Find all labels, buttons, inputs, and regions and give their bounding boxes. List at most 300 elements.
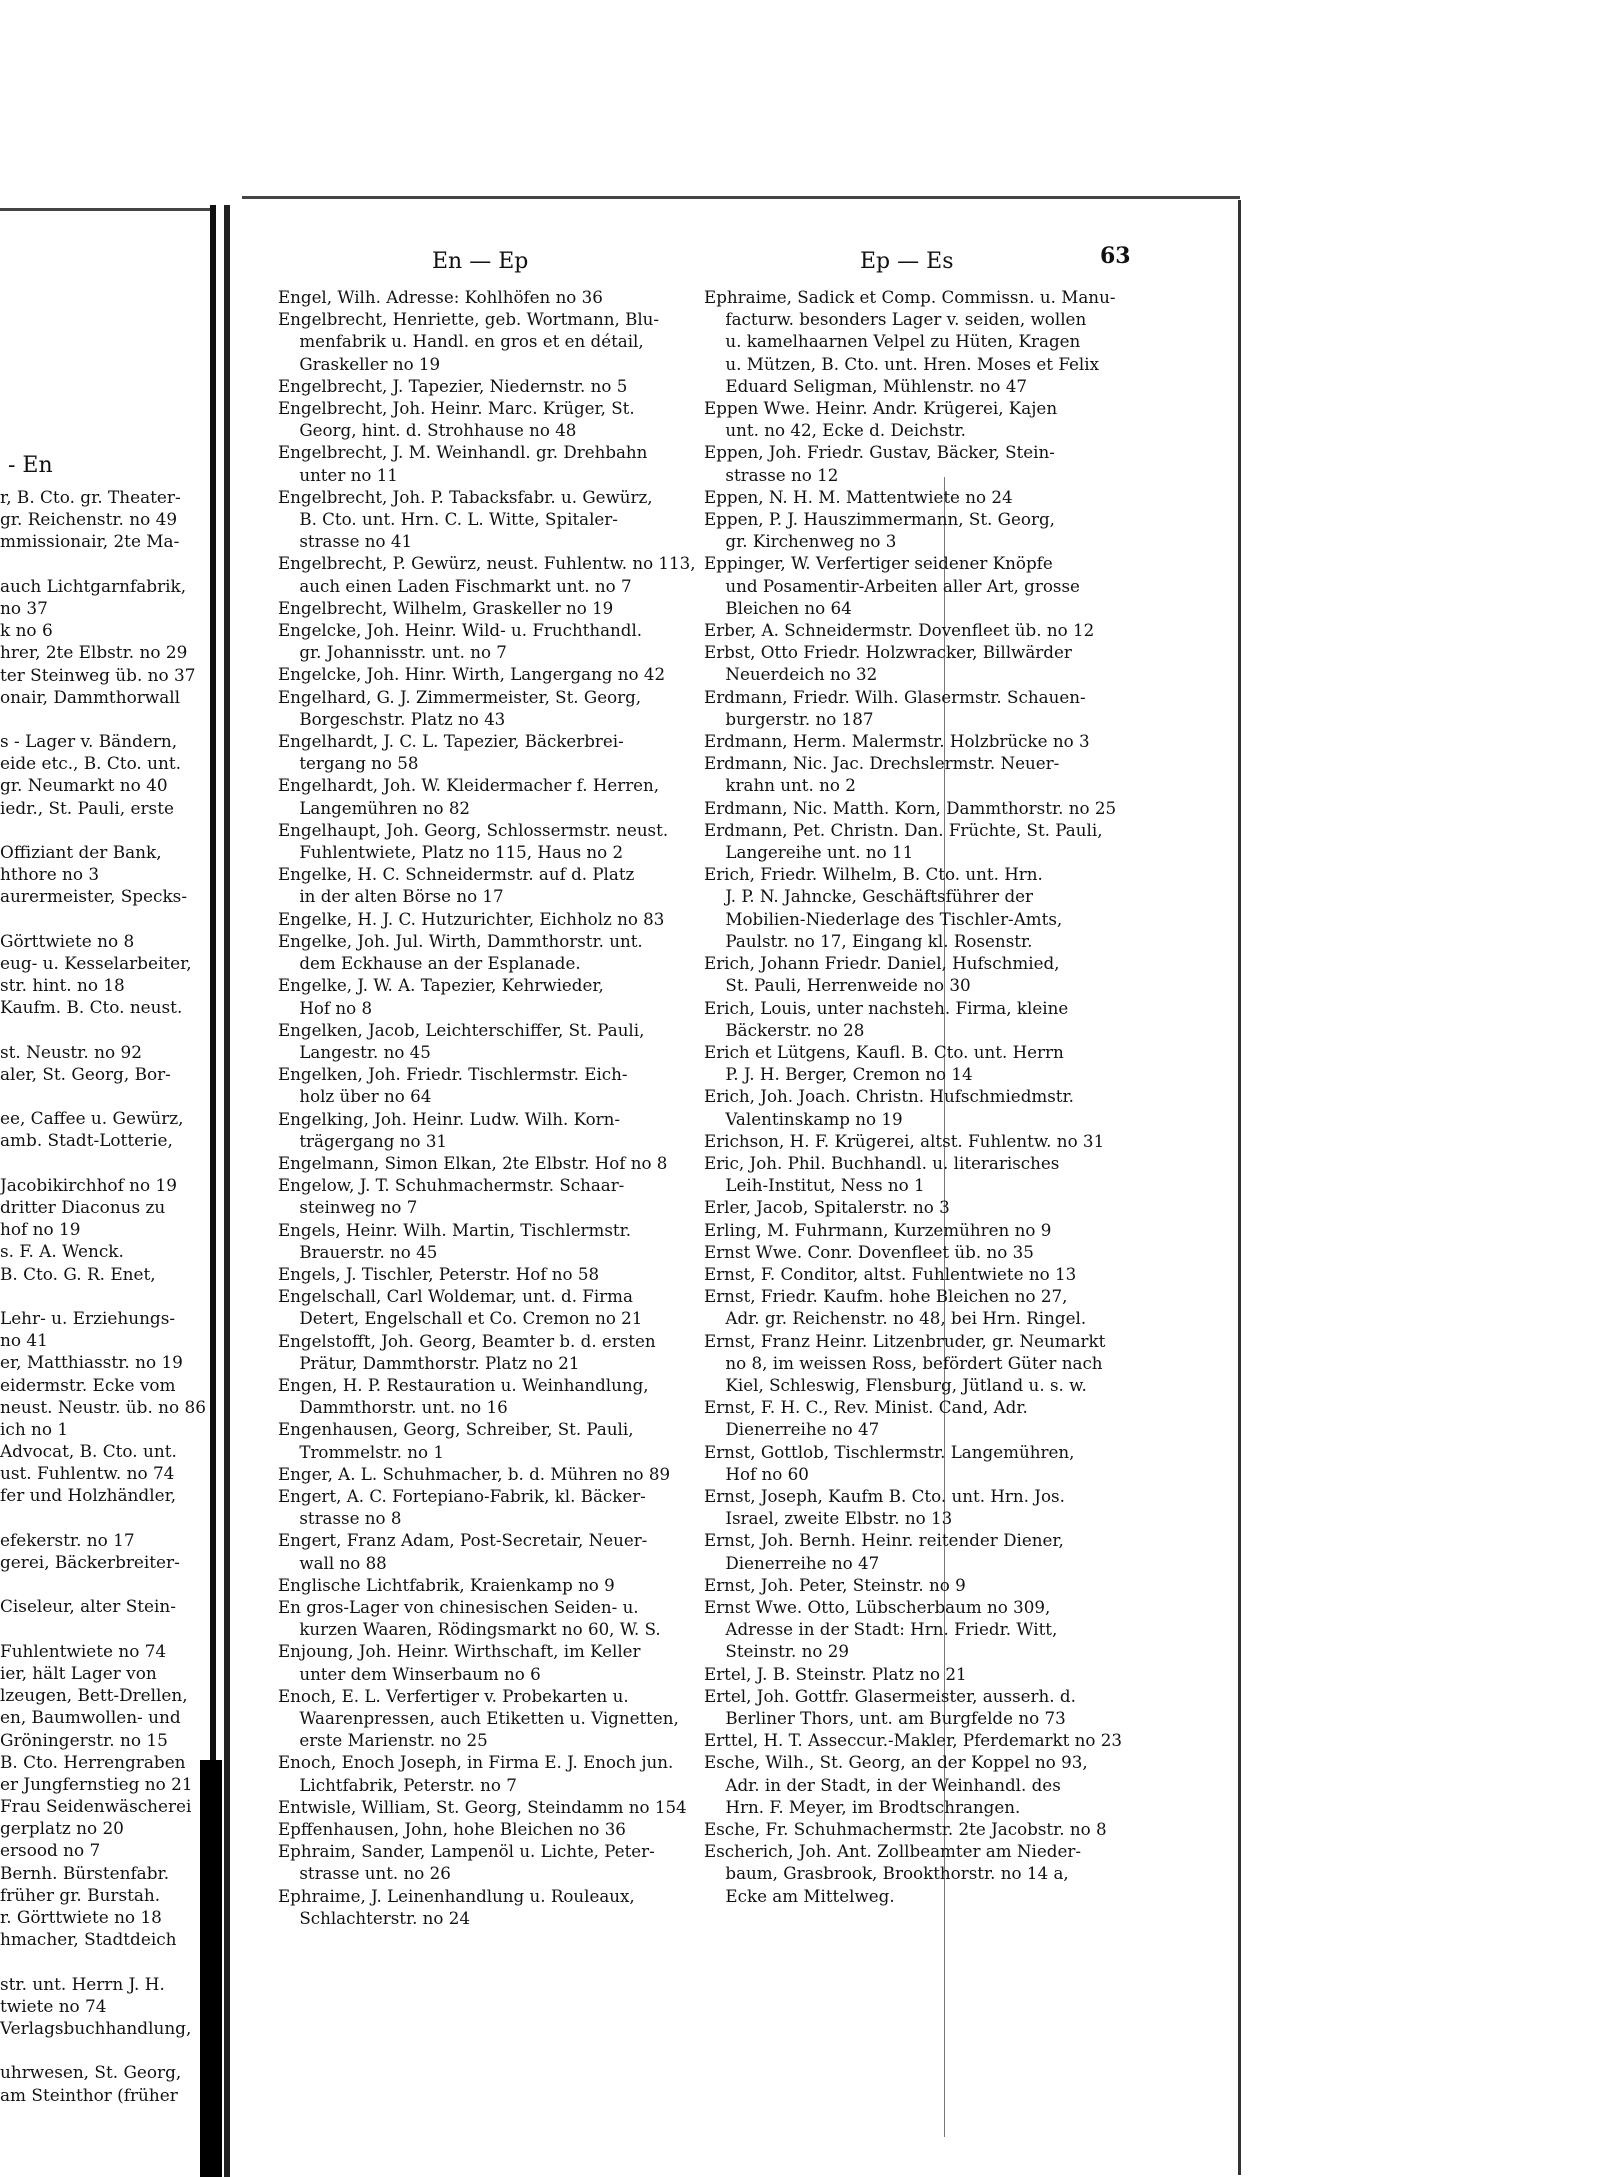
directory-entry [704, 1442, 1122, 1486]
entry-line: Engelken, Jacob, Leichterschiffer, St. Pauli, [278, 1020, 645, 1041]
entry-continuation-line: Bäckerstr. no 28 [725, 1020, 865, 1041]
entry-line: Engelbrecht, J. M. Weinhandl. gr. Drehbahn [278, 443, 648, 464]
entry-continuation-line: Langereihe unt. no 11 [725, 843, 914, 864]
fragment-line: Ciseleur, alter Stein- [0, 1597, 176, 1618]
entry-line: Engelhardt, Joh. W. Kleidermacher f. Herren, [278, 776, 660, 797]
fragment-line: twiete no 74 [0, 1996, 107, 2017]
fragment-line: Offiziant der Bank, [0, 843, 162, 863]
directory-entry [278, 309, 696, 376]
entry-continuation-line: holz über no 64 [299, 1087, 432, 1108]
directory-entry [278, 1375, 696, 1419]
directory-entry [278, 975, 696, 1019]
directory-entry [704, 1286, 1122, 1330]
directory-entry [278, 775, 696, 819]
directory-entry [278, 1153, 696, 1175]
entry-line: Ernst, Joh. Bernh. Heinr. reitender Diener, [704, 1531, 1064, 1552]
entry-continuation-line: Adresse in der Stadt: Hrn. Friedr. Witt, [725, 1620, 1058, 1641]
entry-continuation-line: tergang no 58 [299, 754, 419, 775]
entry-line: Ertel, J. B. Steinstr. Platz no 21 [704, 1664, 967, 1685]
entry-line: Engelcke, Joh. Hinr. Wirth, Langergang no 42 [278, 665, 666, 686]
fragment-line: no 37 [0, 598, 48, 619]
fragment-line: ust. Fuhlentw. no 74 [0, 1464, 175, 1485]
directory-entry [278, 1064, 696, 1108]
fragment-line: st. Neustr. no 92 [0, 1042, 142, 1063]
fragment-line: gerplatz no 20 [0, 1819, 124, 1840]
fragment-line: onair, Dammthorwall [0, 687, 181, 708]
directory-entry [278, 687, 696, 731]
fragment-line: s - Lager v. Bändern, [0, 732, 178, 753]
entry-line: Erler, Jacob, Spitalerstr. no 3 [704, 1198, 950, 1219]
entry-continuation-line: unter no 11 [299, 465, 398, 486]
entry-line: Erling, M. Fuhrmann, Kurzemühren no 9 [704, 1220, 1052, 1241]
fragment-line: fer und Holzhändler, [0, 1486, 177, 1507]
entry-line: Engelcke, Joh. Heinr. Wild- u. Fruchthandl. [278, 621, 643, 642]
entry-line: Engelke, Joh. Jul. Wirth, Dammthorstr. unt. [278, 931, 643, 952]
running-head-right: Ep — Es [860, 249, 954, 274]
directory-entry [704, 1242, 1122, 1264]
entry-line: Ernst, F. Conditor, altst. Fuhlentwiete no 13 [704, 1264, 1077, 1285]
directory-entry [704, 1331, 1122, 1398]
directory-entry [278, 1486, 696, 1530]
fragment-line [0, 1619, 206, 1641]
directory-entry [278, 1175, 696, 1219]
directory-entry [278, 287, 696, 309]
fragment-line: lzeugen, Bett-Drellen, [0, 1686, 188, 1707]
entry-continuation-line: steinweg no 7 [299, 1198, 418, 1219]
entry-line: Engelke, J. W. A. Tapezier, Kehrwieder, [278, 976, 604, 997]
directory-entry [278, 1886, 696, 1930]
fragment-line: efekerstr. no 17 [0, 1530, 135, 1551]
fragment-line [0, 1086, 206, 1108]
entry-line: Enger, A. L. Schuhmacher, b. d. Mühren no 89 [278, 1464, 671, 1485]
running-head-left: En — Ep [432, 249, 529, 274]
fragment-line: dritter Diaconus zu [0, 1198, 166, 1218]
directory-entry [278, 820, 696, 864]
entry-continuation-line: Mobilien-Niederlage des Tischler-Amts, [725, 909, 1063, 930]
entry-line: Engelmann, Simon Elkan, 2te Elbstr. Hof no 8 [278, 1153, 668, 1174]
directory-entry [278, 664, 696, 686]
entry-continuation-line: Paulstr. no 17, Eingang kl. Rosenstr. [725, 931, 1033, 952]
fragment-line: Gröningerstr. no 15 [0, 1730, 168, 1751]
fragment-line: Lehr- u. Erziehungs- [0, 1308, 176, 1329]
fragment-line: mmissionair, 2te Ma- [0, 532, 180, 553]
fragment-line: hof no 19 [0, 1220, 81, 1241]
fragment-line [0, 1153, 206, 1175]
fragment-line: ter Steinweg üb. no 37 [0, 665, 196, 686]
entry-line: Erich, Louis, unter nachsteh. Firma, kleine [704, 998, 1069, 1019]
fragment-line [0, 820, 206, 842]
directory-entry [278, 731, 696, 775]
entry-continuation-line: Brauerstr. no 45 [299, 1242, 438, 1263]
fragment-line: gr. Reichenstr. no 49 [0, 510, 178, 531]
fragment-line: am Steinthor (früher [0, 2085, 178, 2106]
entry-continuation-line: Dienerreihe no 47 [725, 1420, 880, 1441]
entry-continuation-line: Trommelstr. no 1 [299, 1442, 444, 1463]
entry-continuation-line: Hrn. F. Meyer, im Brodtschrangen. [725, 1797, 1021, 1818]
entry-continuation-line: Georg, hint. d. Strohhause no 48 [299, 421, 577, 442]
fragment-line [0, 1020, 206, 1042]
entry-line: Epffenhausen, John, hohe Bleichen no 36 [278, 1820, 626, 1841]
entry-continuation-line: Schlachterstr. no 24 [299, 1908, 470, 1929]
fragment-line [0, 1286, 206, 1308]
directory-entry [704, 798, 1122, 820]
directory-entry [704, 1730, 1122, 1752]
entry-line: Escherich, Joh. Ant. Zollbeamter am Nieder- [704, 1842, 1081, 1863]
directory-entry [278, 1841, 696, 1885]
entry-continuation-line: gr. Kirchenweg no 3 [725, 532, 897, 553]
entry-line: Engelstofft, Joh. Georg, Beamter b. d. ersten [278, 1331, 656, 1352]
entry-line: Ernst, Joh. Peter, Steinstr. no 9 [704, 1575, 966, 1596]
fragment-line: früher gr. Burstah. [0, 1885, 161, 1906]
entry-line: Engelbrecht, Joh. Heinr. Marc. Krüger, St. [278, 399, 635, 420]
entry-continuation-line: J. P. N. Jahncke, Geschäftsführer der [725, 887, 1034, 908]
fragment-line: hmacher, Stadtdeich [0, 1930, 177, 1951]
directory-entry [704, 998, 1122, 1042]
entry-continuation-line: baum, Grasbrook, Brookthorstr. no 14 a, [725, 1864, 1069, 1885]
entry-line: Eppen, P. J. Hauszimmermann, St. Georg, [704, 510, 1055, 531]
directory-entry [704, 287, 1122, 398]
fragment-line: hthore no 3 [0, 865, 100, 886]
entry-line: Ernst, Franz Heinr. Litzenbruder, gr. Neumarkt [704, 1331, 1106, 1352]
entry-continuation-line: B. Cto. unt. Hrn. C. L. Witte, Spitaler- [299, 510, 618, 531]
directory-page [242, 195, 1242, 2175]
entry-continuation-line: Ecke am Mittelweg. [725, 1886, 895, 1907]
entry-line: Engelbrecht, J. Tapezier, Niedernstr. no 5 [278, 376, 628, 397]
fragment-line: ee, Caffee u. Gewürz, [0, 1109, 184, 1130]
entry-line: Erdmann, Herm. Malermstr. Holzbrücke no 3 [704, 732, 1090, 753]
directory-entry [278, 442, 696, 486]
entry-continuation-line: erste Marienstr. no 25 [299, 1731, 488, 1752]
fragment-line: eug- u. Kesselarbeiter, [0, 953, 192, 974]
directory-entry [704, 820, 1122, 864]
entry-continuation-line: gr. Johannisstr. unt. no 7 [299, 643, 507, 664]
entry-line: Engelke, H. C. Schneidermstr. auf d. Platz [278, 865, 635, 886]
entry-continuation-line: unter dem Winserbaum no 6 [299, 1664, 541, 1685]
entry-line: Enjoung, Joh. Heinr. Wirthschaft, im Keller [278, 1642, 641, 1663]
fragment-line: ich no 1 [0, 1419, 69, 1440]
fragment-line: Verlagsbuchhandlung, [0, 2018, 192, 2039]
entry-continuation-line: Lichtfabrik, Peterstr. no 7 [299, 1775, 517, 1796]
directory-entry [704, 1220, 1122, 1242]
previous-page-fragment [0, 195, 218, 2175]
fragment-line: Görttwiete no 8 [0, 931, 135, 952]
entry-continuation-line: Borgeschstr. Platz no 43 [299, 709, 506, 730]
fragment-line: gerei, Bäckerbreiter- [0, 1553, 180, 1573]
entry-line: Erbst, Otto Friedr. Holzwracker, Billwärder [704, 643, 1072, 664]
entry-continuation-line: Hof no 8 [299, 998, 373, 1019]
entry-line: Erdmann, Nic. Matth. Korn, Dammthorstr. no 25 [704, 798, 1117, 819]
fragment-line [0, 1574, 206, 1596]
entry-continuation-line: auch einen Laden Fischmarkt unt. no 7 [299, 576, 632, 597]
directory-entry [278, 376, 696, 398]
entry-line: Erich, Friedr. Wilhelm, B. Cto. unt. Hrn. [704, 865, 1043, 886]
entry-continuation-line: in der alten Börse no 17 [299, 887, 504, 908]
directory-entry [704, 442, 1122, 486]
entry-continuation-line: Fuhlentwiete, Platz no 115, Haus no 2 [299, 843, 624, 864]
entry-continuation-line: Dammthorstr. unt. no 16 [299, 1398, 508, 1419]
entry-continuation-line: facturw. besonders Lager v. seiden, wollen [725, 310, 1087, 331]
directory-entry [704, 864, 1122, 953]
entry-line: Ernst Wwe. Otto, Lübscherbaum no 309, [704, 1597, 1051, 1618]
previous-page-column [0, 487, 206, 2107]
entry-continuation-line: Detert, Engelschall et Co. Cremon no 21 [299, 1309, 643, 1330]
directory-entry [278, 1597, 696, 1641]
directory-entry [704, 1819, 1122, 1841]
entry-line: Erdmann, Nic. Jac. Drechslermstr. Neuer- [704, 754, 1060, 775]
directory-entry [278, 1575, 696, 1597]
entry-continuation-line: Prätur, Dammthorstr. Platz no 21 [299, 1353, 580, 1374]
directory-entry [278, 487, 696, 554]
entry-line: Engelhardt, J. C. L. Tapezier, Bäckerbrei- [278, 732, 624, 753]
fragment-line [0, 909, 206, 931]
entry-line: Eppen, Joh. Friedr. Gustav, Bäcker, Stein- [704, 443, 1055, 464]
directory-entry [278, 864, 696, 908]
entry-continuation-line: strasse no 8 [299, 1509, 402, 1530]
entry-line: Erdmann, Friedr. Wilh. Glasermstr. Schauen- [704, 687, 1086, 708]
fragment-line: B. Cto. G. R. Enet, [0, 1264, 156, 1285]
entry-continuation-line: Waarenpressen, auch Etiketten u. Vignetten, [299, 1709, 679, 1729]
directory-entry [704, 1086, 1122, 1130]
directory-entry [704, 398, 1122, 442]
directory-entry [704, 1397, 1122, 1441]
entry-line: Erich, Johann Friedr. Daniel, Hufschmied, [704, 954, 1060, 975]
entry-line: Enoch, Enoch Joseph, in Firma E. J. Enoch jun. [278, 1753, 674, 1774]
entry-line: Engelking, Joh. Heinr. Ludw. Wilh. Korn- [278, 1109, 621, 1130]
directory-entry [704, 1197, 1122, 1219]
entry-line: Englische Lichtfabrik, Kraienkamp no 9 [278, 1575, 615, 1596]
entry-line: Erttel, H. T. Asseccur.-Makler, Pferdemarkt no 23 [704, 1731, 1123, 1752]
fragment-line [0, 2040, 206, 2062]
entry-continuation-line: strasse no 41 [299, 532, 413, 553]
directory-entry [278, 1530, 696, 1574]
directory-entry [704, 1575, 1122, 1597]
entry-line: Esche, Wilh., St. Georg, an der Koppel no 93, [704, 1753, 1088, 1774]
directory-entry [278, 1331, 696, 1375]
page-number: 63 [1100, 243, 1131, 269]
entry-continuation-line: unt. no 42, Ecke d. Deichstr. [725, 421, 966, 442]
fragment-line: Frau Seidenwäscherei [0, 1797, 192, 1818]
fragment-line [0, 1508, 206, 1530]
entry-continuation-line: St. Pauli, Herrenweide no 30 [725, 976, 971, 997]
fragment-line: Advocat, B. Cto. unt. [0, 1442, 177, 1463]
directory-entry [704, 1597, 1122, 1664]
entry-continuation-line: krahn unt. no 2 [725, 776, 856, 797]
entry-line: Engenhausen, Georg, Schreiber, St. Pauli, [278, 1420, 634, 1441]
entry-line: Ernst, F. H. C., Rev. Minist. Cand, Adr. [704, 1398, 1028, 1419]
directory-entry [278, 598, 696, 620]
entry-continuation-line: burgerstr. no 187 [725, 709, 874, 730]
directory-entry [704, 1530, 1122, 1574]
entry-line: Erichson, H. F. Krügerei, altst. Fuhlentw. no 31 [704, 1131, 1105, 1152]
fragment-line: r, B. Cto. gr. Theater- [0, 488, 181, 508]
entry-line: Engen, H. P. Restauration u. Weinhandlung, [278, 1375, 649, 1396]
directory-entry [704, 1264, 1122, 1286]
fragment-line: er, Matthiasstr. no 19 [0, 1353, 183, 1374]
entry-line: Engels, J. Tischler, Peterstr. Hof no 58 [278, 1264, 600, 1285]
directory-entry [278, 1109, 696, 1153]
fragment-line [0, 709, 206, 731]
directory-entry [278, 398, 696, 442]
gutter-shadow [200, 1760, 222, 2177]
entry-continuation-line: wall no 88 [299, 1553, 387, 1574]
entry-line: Engelschall, Carl Woldemar, unt. d. Firma [278, 1287, 633, 1308]
directory-entry [704, 753, 1122, 797]
directory-entry [278, 1752, 696, 1796]
entry-continuation-line: Adr. in der Stadt, in der Weinhandl. des [725, 1775, 1061, 1796]
fragment-line: ersood no 7 [0, 1841, 101, 1862]
entry-line: Engelhaupt, Joh. Georg, Schlossermstr. neust. [278, 820, 669, 841]
directory-entry [278, 553, 696, 597]
fragment-line: aler, St. Georg, Bor- [0, 1064, 171, 1085]
entry-line: Ernst, Gottlob, Tischlermstr. Langemühren, [704, 1442, 1075, 1463]
directory-entry [704, 553, 1122, 620]
directory-entry [704, 1752, 1122, 1819]
fragment-line: k no 6 [0, 621, 53, 642]
entry-line: Ernst, Friedr. Kaufm. hohe Bleichen no 27, [704, 1287, 1068, 1308]
entry-line: Engels, Heinr. Wilh. Martin, Tischlermstr. [278, 1220, 632, 1241]
entry-line: Engel, Wilh. Adresse: Kohlhöfen no 36 [278, 288, 603, 308]
entry-line: Eppinger, W. Verfertiger seidener Knöpfe [704, 554, 1053, 575]
fragment-line: Fuhlentwiete no 74 [0, 1641, 167, 1662]
directory-entry [704, 642, 1122, 686]
entry-line: Engelbrecht, Wilhelm, Graskeller no 19 [278, 598, 614, 619]
entry-continuation-line: Leih-Institut, Ness no 1 [725, 1176, 925, 1197]
entry-continuation-line: u. Mützen, B. Cto. unt. Hren. Moses et Felix [725, 354, 1100, 375]
fragment-line: no 41 [0, 1331, 48, 1352]
fragment-line: er Jungfernstieg no 21 [0, 1774, 193, 1795]
directory-entry [278, 1819, 696, 1841]
entry-continuation-line: Neuerdeich no 32 [725, 665, 878, 686]
directory-column-2 [704, 287, 1122, 1908]
fragment-line [0, 1951, 206, 1973]
entry-line: Ernst Wwe. Conr. Dovenfleet üb. no 35 [704, 1242, 1034, 1263]
directory-entry [704, 1153, 1122, 1197]
entry-line: Engert, Franz Adam, Post-Secretair, Neuer- [278, 1531, 648, 1552]
entry-continuation-line: Graskeller no 19 [299, 354, 441, 375]
entry-line: En gros-Lager von chinesischen Seiden- u. [278, 1597, 639, 1618]
entry-continuation-line: Israel, zweite Elbstr. no 13 [725, 1509, 953, 1530]
fragment-line: hrer, 2te Elbstr. no 29 [0, 643, 188, 664]
fragment-line: eidermstr. Ecke vom [0, 1375, 176, 1396]
directory-entry [704, 1486, 1122, 1530]
entry-line: Erich et Lütgens, Kaufl. B. Cto. unt. Herrn [704, 1042, 1064, 1063]
entry-continuation-line: menfabrik u. Handl. en gros et en détail, [299, 332, 644, 353]
fragment-line: en, Baumwollen- und [0, 1708, 181, 1729]
directory-entry [704, 953, 1122, 997]
directory-column-1 [278, 287, 696, 1930]
entry-continuation-line: u. kamelhaarnen Velpel zu Hüten, Kragen [725, 332, 1081, 353]
entry-line: Engert, A. C. Fortepiano-Fabrik, kl. Bäcker- [278, 1486, 646, 1507]
fragment-line: Jacobikirchhof no 19 [0, 1175, 178, 1196]
fragment-line: ier, hält Lager von [0, 1663, 157, 1684]
entry-line: Ernst, Joseph, Kaufm B. Cto. unt. Hrn. Jos. [704, 1486, 1065, 1507]
entry-continuation-line: P. J. H. Berger, Cremon no 14 [725, 1065, 973, 1086]
directory-entry [704, 1841, 1122, 1908]
entry-continuation-line: Berliner Thors, unt. am Burgfelde no 73 [725, 1709, 1066, 1729]
entry-line: Entwisle, William, St. Georg, Steindamm no 154 [278, 1797, 687, 1818]
previous-page-top-edge [0, 208, 220, 211]
directory-entry [278, 909, 696, 931]
fragment-line: uhrwesen, St. Georg, [0, 2063, 182, 2084]
directory-entry [278, 620, 696, 664]
entry-continuation-line: Hof no 60 [725, 1464, 809, 1485]
entry-continuation-line: kurzen Waaren, Rödingsmarkt no 60, W. S. [299, 1620, 661, 1641]
directory-entry [704, 487, 1122, 509]
entry-line: Engelhard, G. J. Zimmermeister, St. Georg, [278, 687, 642, 708]
directory-entry [704, 620, 1122, 642]
entry-continuation-line: Valentinskamp no 19 [725, 1109, 903, 1130]
entry-continuation-line: strasse no 12 [725, 465, 839, 486]
directory-entry [704, 1664, 1122, 1686]
directory-entry [278, 931, 696, 975]
entry-line: Erich, Joh. Joach. Christn. Hufschmiedmstr. [704, 1087, 1074, 1108]
entry-continuation-line: Adr. gr. Reichenstr. no 48, bei Hrn. Ringel. [725, 1309, 1087, 1330]
entry-line: Engelke, H. J. C. Hutzurichter, Eichholz no 83 [278, 909, 665, 930]
directory-entry [278, 1286, 696, 1330]
directory-entry [278, 1641, 696, 1685]
fragment-line: aurermeister, Specks- [0, 887, 188, 908]
entry-line: Engelow, J. T. Schuhmachermstr. Schaar- [278, 1176, 625, 1197]
fragment-line: B. Cto. Herrengraben [0, 1752, 186, 1773]
entry-line: Engelbrecht, Joh. P. Tabacksfabr. u. Gewürz, [278, 487, 653, 508]
directory-entry [704, 1131, 1122, 1153]
directory-entry [278, 1686, 696, 1753]
entry-continuation-line: Langemühren no 82 [299, 798, 471, 819]
entry-line: Eppen, N. H. M. Mattentwiete no 24 [704, 487, 1013, 508]
entry-line: Ephraime, Sadick et Comp. Commissn. u. Manu- [704, 288, 1116, 308]
fragment-line [0, 554, 206, 576]
fragment-line: str. unt. Herrn J. H. [0, 1974, 165, 1995]
entry-line: Ephraime, J. Leinenhandlung u. Rouleaux, [278, 1886, 635, 1907]
fragment-line: amb. Stadt-Lotterie, [0, 1131, 173, 1152]
directory-entry [278, 1264, 696, 1286]
entry-line: Eppen Wwe. Heinr. Andr. Krügerei, Kajen [704, 399, 1058, 420]
directory-entry [278, 1020, 696, 1064]
entry-line: Ertel, Joh. Gottfr. Glasermeister, ausserh. d. [704, 1686, 1076, 1707]
entry-continuation-line: trägergang no 31 [299, 1131, 448, 1152]
fragment-line: neust. Neustr. üb. no 86 [0, 1397, 206, 1418]
entry-line: Engelbrecht, P. Gewürz, neust. Fuhlentw. no 113, [278, 554, 696, 575]
entry-continuation-line: Eduard Seligman, Mühlenstr. no 47 [725, 376, 1027, 397]
fragment-line: eide etc., B. Cto. unt. [0, 754, 181, 775]
entry-line: Engelken, Joh. Friedr. Tischlermstr. Eich- [278, 1065, 628, 1086]
previous-page-header: - En [8, 453, 53, 478]
directory-entry [704, 687, 1122, 731]
directory-entry [278, 1419, 696, 1463]
entry-continuation-line: Langestr. no 45 [299, 1042, 431, 1063]
fragment-line: r. Görttwiete no 18 [0, 1908, 162, 1928]
fragment-line: Kaufm. B. Cto. neust. [0, 998, 183, 1019]
entry-continuation-line: Steinstr. no 29 [725, 1642, 849, 1663]
directory-entry [704, 1686, 1122, 1730]
entry-line: Ephraim, Sander, Lampenöl u. Lichte, Peter- [278, 1842, 655, 1863]
entry-continuation-line: Kiel, Schleswig, Flensburg, Jütland u. s. w. [725, 1375, 1087, 1396]
directory-entry [704, 731, 1122, 753]
fragment-line: gr. Neumarkt no 40 [0, 776, 168, 797]
entry-line: Enoch, E. L. Verfertiger v. Probekarten u. [278, 1686, 629, 1707]
entry-continuation-line: und Posamentir-Arbeiten aller Art, grosse [725, 576, 1080, 597]
directory-entry [278, 1220, 696, 1264]
directory-entry [278, 1464, 696, 1486]
fragment-line: str. hint. no 18 [0, 976, 125, 997]
entry-continuation-line: Bleichen no 64 [725, 598, 852, 619]
entry-line: Erdmann, Pet. Christn. Dan. Früchte, St. Pauli, [704, 820, 1103, 841]
directory-entry [704, 509, 1122, 553]
entry-continuation-line: Dienerreihe no 47 [725, 1553, 880, 1574]
entry-line: Esche, Fr. Schuhmachermstr. 2te Jacobstr. no 8 [704, 1820, 1107, 1841]
fragment-line: auch Lichtgarnfabrik, [0, 576, 187, 597]
fragment-line: iedr., St. Pauli, erste [0, 798, 174, 819]
